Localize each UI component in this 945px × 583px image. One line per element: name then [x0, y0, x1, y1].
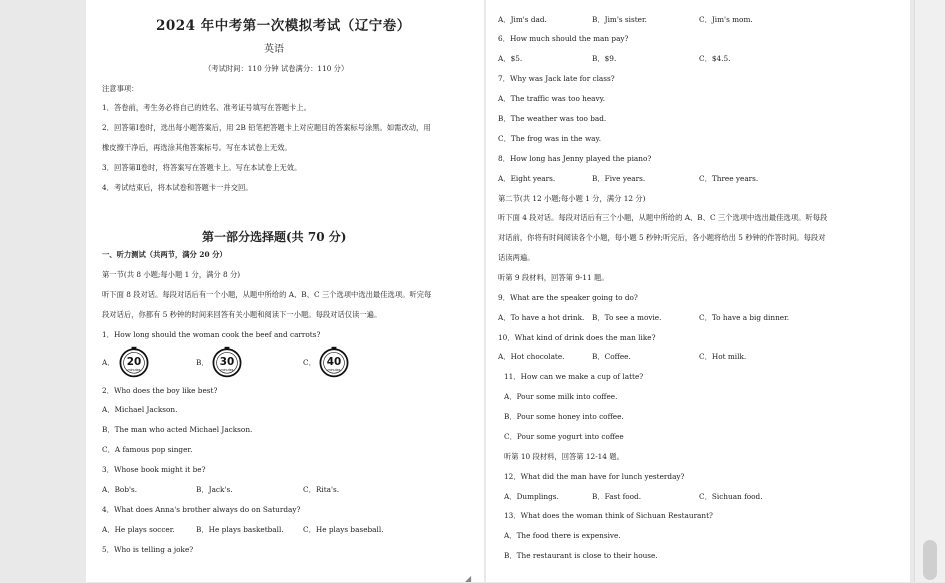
timer-unit: minutes	[127, 367, 141, 372]
sec2-instr: 对话前，你将有时间阅读各个小题，每小题 5 秒钟;听完后，各小题将给出 5 秒钟的作答时间。每段对	[498, 233, 826, 242]
q4-option-a: A．He plays soccer.	[102, 525, 175, 534]
q4-option-b: B．He plays basketball.	[196, 525, 284, 534]
sec2-instr: 听下面 4 段对话。每段对话后有三个小题，从题中所给的 A、B、C 三个选项中选出最佳选项。听每段	[498, 213, 828, 222]
q5-option-a: A．Jim's dad.	[498, 15, 547, 24]
q7-option-a: A．The traffic was too heavy.	[498, 94, 606, 103]
question-12: 12．What did the man have for lunch yesterday?	[504, 472, 685, 481]
q7-option-b: B．The weather was too bad.	[498, 114, 607, 123]
q12-option-a: A．Dumplings.	[504, 492, 559, 501]
q9-option-a: A．To have a hot drink.	[498, 313, 585, 322]
right-page	[486, 0, 910, 582]
q8-option-c: C．Three years.	[699, 174, 759, 183]
timer-unit: minutes	[327, 367, 341, 372]
timer-value: 20	[126, 356, 142, 369]
question-2: 2．Who does the boy like best?	[102, 386, 218, 395]
timer-20-icon	[118, 346, 150, 378]
q9-option-b: B．To see a movie.	[592, 313, 662, 322]
note-item: 2．回答第Ⅰ卷时，选出每小题答案后，用 2B 铅笔把答题卡上对应题目的答案标号涂黑。如需改动，用	[102, 123, 431, 132]
exam-title: 2024 年中考第一次模拟考试（辽宁卷）	[156, 18, 411, 34]
q10-option-a: A．Hot chocolate.	[498, 352, 565, 361]
q12-option-c: C．Sichuan food.	[699, 492, 763, 501]
q9-option-c: C．To have a big dinner.	[699, 313, 790, 322]
sec1-title: 第一节(共 8 小题;每小题 1 分，满分 8 分)	[102, 270, 241, 279]
question-7: 7．Why was Jack late for class?	[498, 74, 615, 83]
q11-option-b: B．Pour some honey into coffee.	[504, 412, 624, 421]
caret-icon: ◢	[465, 574, 472, 583]
q6-option-b: B．$9.	[592, 54, 617, 63]
part1-title: 第一部分选择题(共 70 分)	[202, 230, 347, 244]
scrollbar-track[interactable]	[914, 0, 945, 582]
q6-option-a: A．$5.	[498, 54, 523, 63]
question-5: 5．Who is telling a joke?	[102, 545, 194, 554]
sec1-instr: 听下面 8 段对话。每段对话后有一个小题，从题中所给的 A、B、C 三个选项中选出最佳选项。听完每	[102, 290, 432, 299]
timer-value: 30	[219, 356, 235, 369]
q8-option-a: A．Eight years.	[498, 174, 556, 183]
q8-option-b: B．Five years.	[592, 174, 646, 183]
q2-option-c: C．A famous pop singer.	[102, 445, 193, 454]
q12-option-b: B．Fast food.	[592, 492, 642, 501]
note-item: 橡皮擦干净后，再选涂其他答案标号。写在本试卷上无效。	[102, 143, 292, 152]
material-10-note: 听第 10 段材料，回答第 12-14 题。	[504, 452, 624, 461]
q1-option-a: A．	[102, 358, 115, 367]
question-13: 13．What does the woman think of Sichuan Restaurant?	[504, 511, 713, 520]
q3-option-c: C．Rita's.	[303, 485, 340, 494]
question-6: 6．How much should the man pay?	[498, 34, 629, 43]
q6-option-c: C．$4.5.	[699, 54, 731, 63]
question-9: 9．What are the speaker going to do?	[498, 293, 638, 302]
q5-option-c: C．Jim's mom.	[699, 15, 753, 24]
q10-option-b: B．Coffee.	[592, 352, 631, 361]
note-item: 4．考试结束后，将本试卷和答题卡一并交回。	[102, 183, 253, 192]
q4-option-c: C．He plays baseball.	[303, 525, 384, 534]
question-8: 8．How long has Jenny played the piano?	[498, 154, 652, 163]
question-4: 4．What does Anna's brother always do on Saturday?	[102, 505, 301, 514]
q3-option-b: B．Jack's.	[196, 485, 233, 494]
sec1-instr: 段对话后，你都有 5 秒钟的时间来回答有关小题和阅读下一小题。每段对话仅读一遍。	[102, 310, 382, 319]
section-title: 一、听力测试（共两节，满分 20 分）	[102, 250, 227, 259]
q13-option-a: A．The food there is expensive.	[504, 531, 621, 540]
note-item: 1．答卷前，考生务必将自己的姓名、准考证号填写在答题卡上。	[102, 103, 311, 112]
q2-option-a: A．Michael Jackson.	[102, 405, 178, 414]
timer-unit: minutes	[220, 367, 234, 372]
q11-option-a: A．Pour some milk into coffee.	[504, 392, 618, 401]
exam-info: （考试时间：110 分钟 试卷满分：110 分）	[204, 64, 349, 73]
question-1: 1．How long should the woman cook the beef and carrots?	[102, 330, 321, 339]
question-11: 11．How can we make a cup of latte?	[504, 372, 644, 381]
subject-label: 英语	[264, 44, 284, 55]
material-9-note: 听第 9 段材料，回答第 9-11 题。	[498, 273, 609, 282]
q5-option-b: B．Jim's sister.	[592, 15, 647, 24]
q7-option-c: C．The frog was in the way.	[498, 134, 602, 143]
q2-option-b: B．The man who acted Michael Jackson.	[102, 425, 253, 434]
sec2-title: 第二节(共 12 小题;每小题 1 分，满分 12 分)	[498, 194, 646, 203]
left-page	[86, 0, 484, 582]
q13-option-b: B．The restaurant is close to their house.	[504, 551, 658, 560]
scrollbar-thumb[interactable]	[923, 540, 937, 580]
timer-30-icon	[211, 346, 243, 378]
timer-value: 40	[326, 356, 342, 369]
q10-option-c: C．Hot milk.	[699, 352, 747, 361]
q11-option-c: C．Pour some yogurt into coffee	[504, 432, 624, 441]
note-item: 3．回答第Ⅱ卷时，将答案写在答题卡上。写在本试卷上无效。	[102, 163, 302, 172]
question-3: 3．Whose book might it be?	[102, 465, 206, 474]
sec2-instr: 话读两遍。	[498, 253, 535, 262]
q1-option-b: B．	[196, 358, 209, 367]
timer-40-icon	[318, 346, 350, 378]
q1-option-c: C．	[303, 358, 316, 367]
q3-option-a: A．Bob's.	[102, 485, 138, 494]
notes-heading: 注意事项：	[102, 84, 139, 93]
question-10: 10．What kind of drink does the man like?	[498, 333, 656, 342]
